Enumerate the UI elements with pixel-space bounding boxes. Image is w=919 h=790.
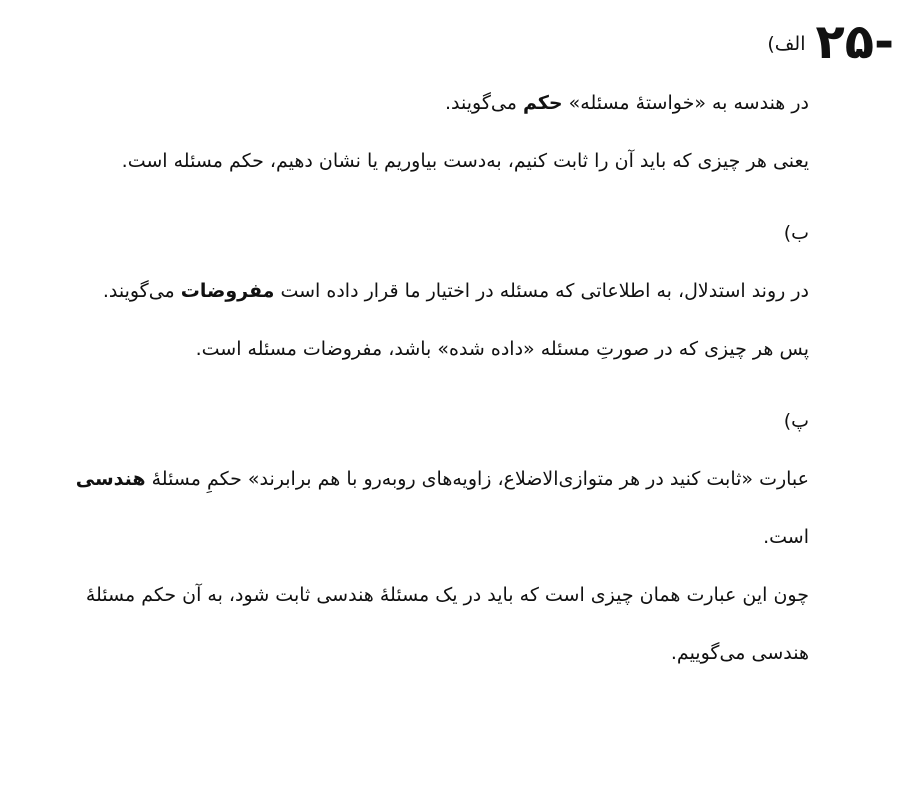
part-b-paragraph-1 (29, 262, 809, 320)
part-a-p1-bold: حکم (522, 92, 563, 114)
part-b-paragraph-2: پس هر چیزی که در صورتِ مسئله «داده شده» باشد، مفروضات مسئله است. (195, 338, 809, 360)
answer-content (29, 74, 809, 682)
part-c-p1-bold: هندسی (75, 468, 146, 490)
part-a-paragraph-1 (29, 74, 809, 132)
part-a-p1-post: می‌گویند. (444, 92, 523, 114)
part-b-p1-bold: مفروضات (180, 280, 275, 302)
part-a-label: الف) (767, 33, 806, 55)
question-number-dash: - (874, 14, 895, 70)
part-b-p1-post: می‌گویند. (102, 280, 181, 302)
part-c-label: پ) (783, 410, 809, 432)
part-a-p1-pre: در هندسه به «خواستهٔ مسئله» (562, 92, 809, 114)
part-c-p1-pre: عبارت «ثابت کنید در هر متوازی‌الاضلاع، زاویه‌های روبه‌رو با هم برابرند» حکمِ مسئلهٔ (145, 468, 809, 490)
question-number (815, 14, 901, 70)
part-c-paragraph-2: چون این عبارت همان چیزی است که باید در یک مسئلهٔ هندسی ثابت شود، به آن حکم مسئلهٔ هندسی می‌گوییم. (85, 584, 809, 664)
question-number-value: ۲۵ (815, 14, 875, 70)
part-c-paragraph-1 (29, 450, 809, 566)
part-b-label: ب) (783, 222, 809, 244)
part-b-p1-pre: در روند استدلال، به اطلاعاتی که مسئله در اختیار ما قرار داده است (274, 280, 809, 302)
part-c-p1-post: است. (763, 526, 809, 548)
question-header (767, 14, 901, 70)
part-a-paragraph-2: یعنی هر چیزی که باید آن را ثابت کنیم، به‌دست بیاوریم یا نشان دهیم، حکم مسئله است. (121, 150, 809, 172)
